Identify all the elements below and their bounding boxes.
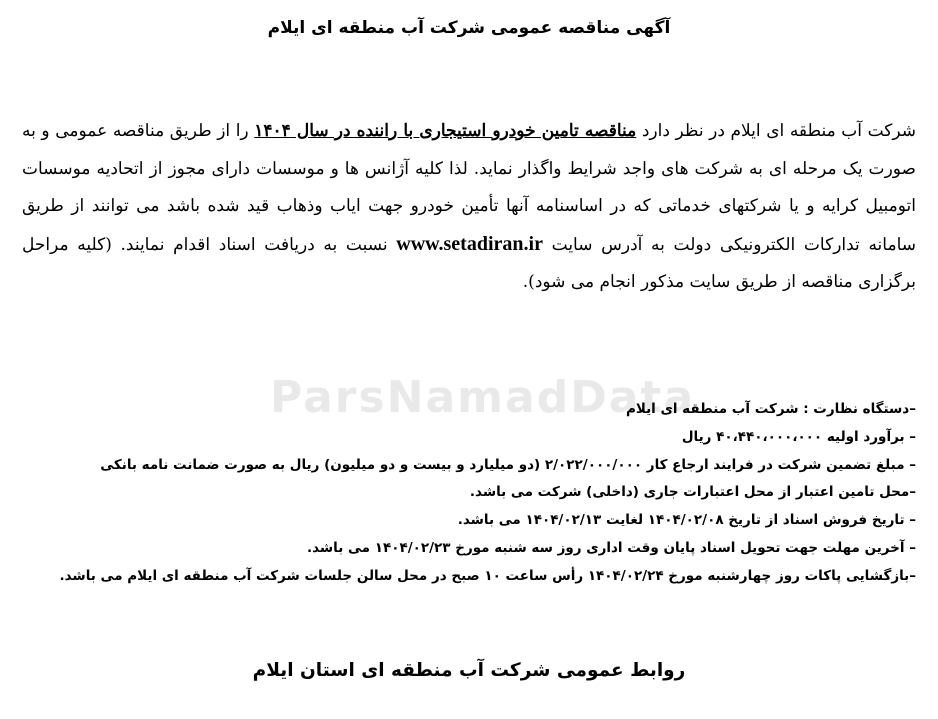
notice-footer: روابط عمومی شرکت آب منطقه ای استان ایلام xyxy=(252,660,686,681)
detail-guarantee: – مبلغ تضمین شرکت در فرایند ارجاع کار ۲/۰۲۲/۰۰۰/۰۰۰ (دو میلیارد و بیست و دو میلیون) ریال به صورت ضمانت نامه بانکی xyxy=(100,456,916,473)
notice-paragraph xyxy=(22,113,916,302)
detail-funding: –محل تامین اعتبار از محل اعتبارات جاری (داخلی) شرکت می باشد. xyxy=(469,484,916,501)
paragraph-highlight: مناقصه تامین خودرو استیجاری با راننده در سال ۱۴۰۴ xyxy=(254,121,637,141)
notice-title: آگهی مناقصه عمومی شرکت آب منطقه ای ایلام xyxy=(267,18,671,38)
paragraph-part-2: را از طریق مناقصه عمومی و به صورت یک مرحله ای به شرکت های واجد شرایط واگذار نماید. لذا کلیه آژانس ها و موسسات دارای مجوز از اتحادیه موسسات اتومبیل کرایه و یا شرکتهای خدماتی که در اساسنامه آنها تأمین خودرو جهت ایاب وذهاب قید شده باشد می توانند از طریق سامانه تدارکات الکترونیکی دولت به آدرس سایت xyxy=(22,121,916,255)
paragraph-part-3: نسبت به دریافت اسناد اقدام نمایند. (کلیه مراحل برگزاری مناقصه از طریق سایت مذکور انجام می شود). xyxy=(22,234,916,293)
detail-estimate: – برآورد اولیه ۴۰،۴۴۰،۰۰۰،۰۰۰ ریال xyxy=(681,428,916,445)
watermark-logo: ParsNamadData xyxy=(270,372,696,423)
detail-opening: –بازگشایی پاکات روز چهارشنبه مورخ ۱۴۰۴/۰۲/۲۴ رأس ساعت ۱۰ صبح در محل سالن جلسات شرکت آب منطقه ای ایلام می باشد. xyxy=(59,567,916,584)
paragraph-part-1: شرکت آب منطقه ای ایلام در نظر دارد xyxy=(636,121,917,141)
website-link[interactable]: www.setadiran.ir xyxy=(396,232,543,255)
detail-deadline: – آخرین مهلت جهت تحویل اسناد پایان وقت اداری روز سه شنبه مورخ ۱۴۰۴/۰۲/۲۳ می باشد. xyxy=(306,539,916,556)
notice-details-list xyxy=(22,396,916,591)
detail-sale-dates: – تاریخ فروش اسناد از تاریخ ۱۴۰۴/۰۲/۰۸ لغایت ۱۴۰۴/۰۲/۱۳ می باشد. xyxy=(457,512,916,529)
detail-supervisor: –دستگاه نظارت : شرکت آب منطقه ای ایلام xyxy=(625,401,916,417)
